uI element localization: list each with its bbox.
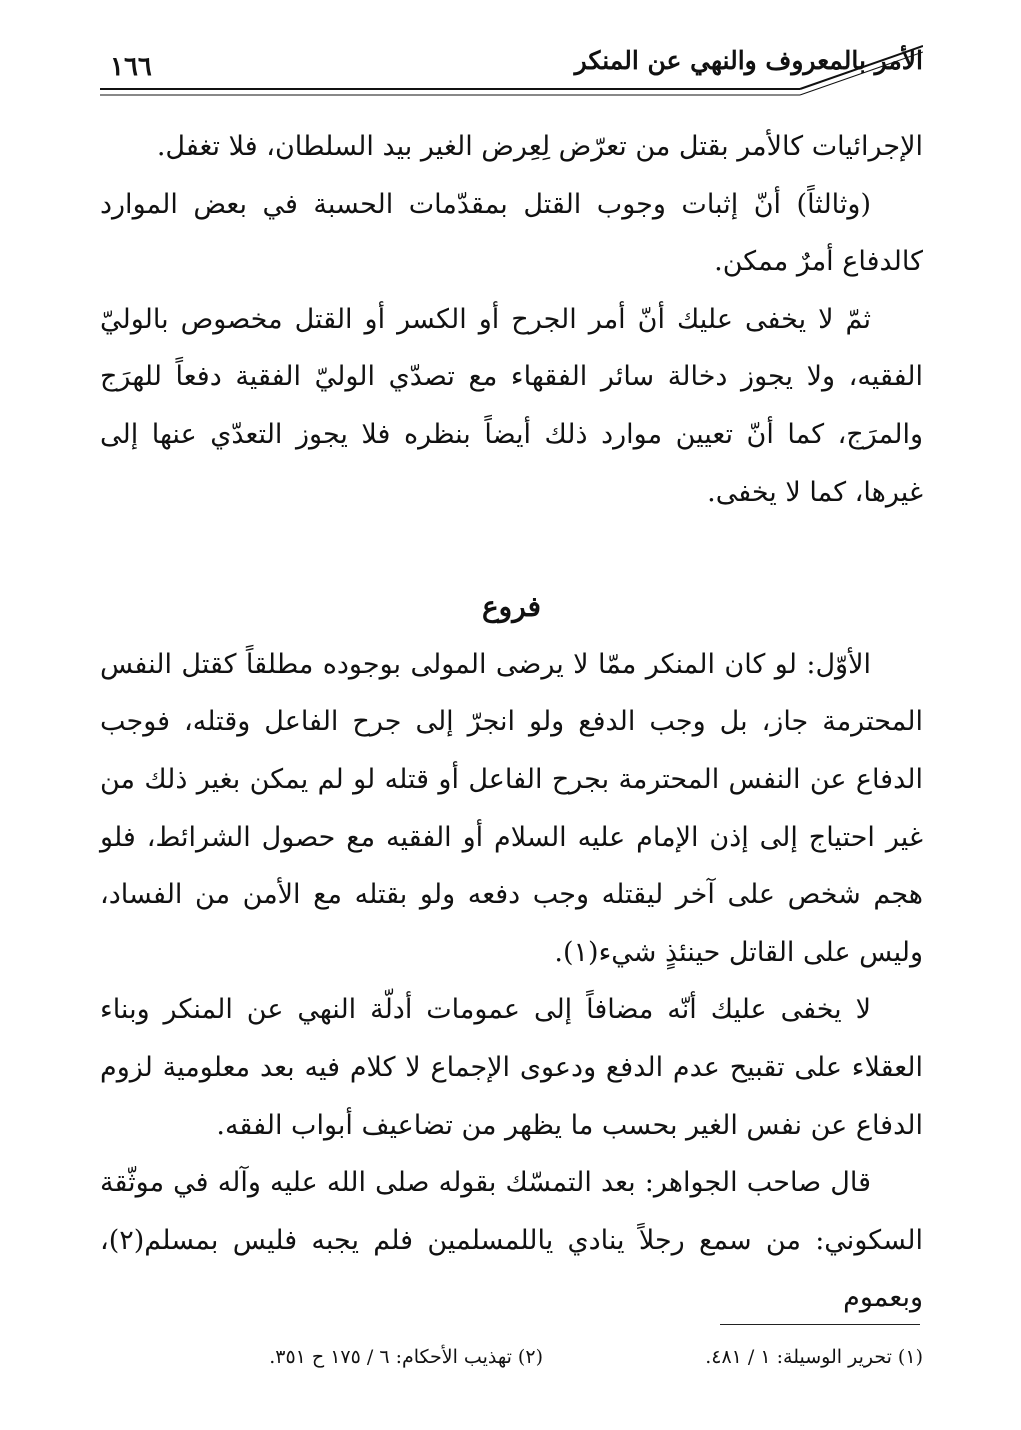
main-text [100,118,923,1327]
footnote-separator [720,1324,920,1325]
paragraph: (وثالثاً) أنّ إثبات وجوب القتل بمقدّمات الحسبة في بعض الموارد كالدفاع أمرٌ ممكن. [100,188,923,278]
section-heading: فروع [481,590,542,624]
footnote-2: (٢) تهذيب الأحكام: ٦ / ١٧٥ ح ٣٥١. [269,1346,543,1368]
paragraph: لا يخفى عليك أنّه مضافاً إلى عمومات أدلّة النهي عن المنكر وبناء العقلاء على تقبيح عدم الدفع ودعوى الإجماع لا كلام فيه بعد معلومية لزوم الدفاع عن نفس الغير بحسب ما يظهر من تضاعيف أبواب الفقه. [100,994,923,1141]
footnote-1: (١) تحرير الوسيلة: ١ / ٤٨١. [705,1346,923,1368]
running-header [100,40,923,100]
paragraph: قال صاحب الجواهر: بعد التمسّك بقوله صلى الله عليه وآله في موثّقة السكوني: من سمع رجلاً ينادي ياللمسلمين فلم يجبه فليس بمسلم(٢)، وبعموم [100,1167,923,1314]
paragraph: ثمّ لا يخفى عليك أنّ أمر الجرح أو الكسر أو القتل مخصوص بالوليّ الفقيه، ولا يجوز دخالة سائر الفقهاء مع تصدّي الوليّ الفقية دفعاً للهرَج والمرَج، كما أنّ تعيين موارد ذلك أيضاً بنظره فلا يجوز التعدّي عنها إلى غيرها، كما لا يخفى. [100,303,923,508]
paragraph: الأوّل: لو كان المنكر ممّا لا يرضى المولى بوجوده مطلقاً كقتل النفس المحترمة جاز، بل وجب الدفع ولو انجرّ إلى جرح الفاعل وقتله، فوجب الدفاع عن النفس المحترمة بجرح الفاعل أو قتله لو لم يمكن بغير ذلك من غير احتياج إلى إذن الإمام عليه السلام أو الفقيه مع حصول الشرائط، فلو هجم شخص على آخر ليقتله وجب دفعه ولو بقتله مع الأمن من الفساد، وليس على القاتل حينئذٍ شيء(١). [100,648,923,968]
running-title: الأمر بالمعروف والنهي عن المنكر [574,46,923,75]
page-number: ١٦٦ [110,52,152,82]
paragraph: الإجرائيات كالأمر بقتل من تعرّض لِعِرض الغير بيد السلطان، فلا تغفل. [156,131,923,162]
footnotes [100,1346,923,1380]
